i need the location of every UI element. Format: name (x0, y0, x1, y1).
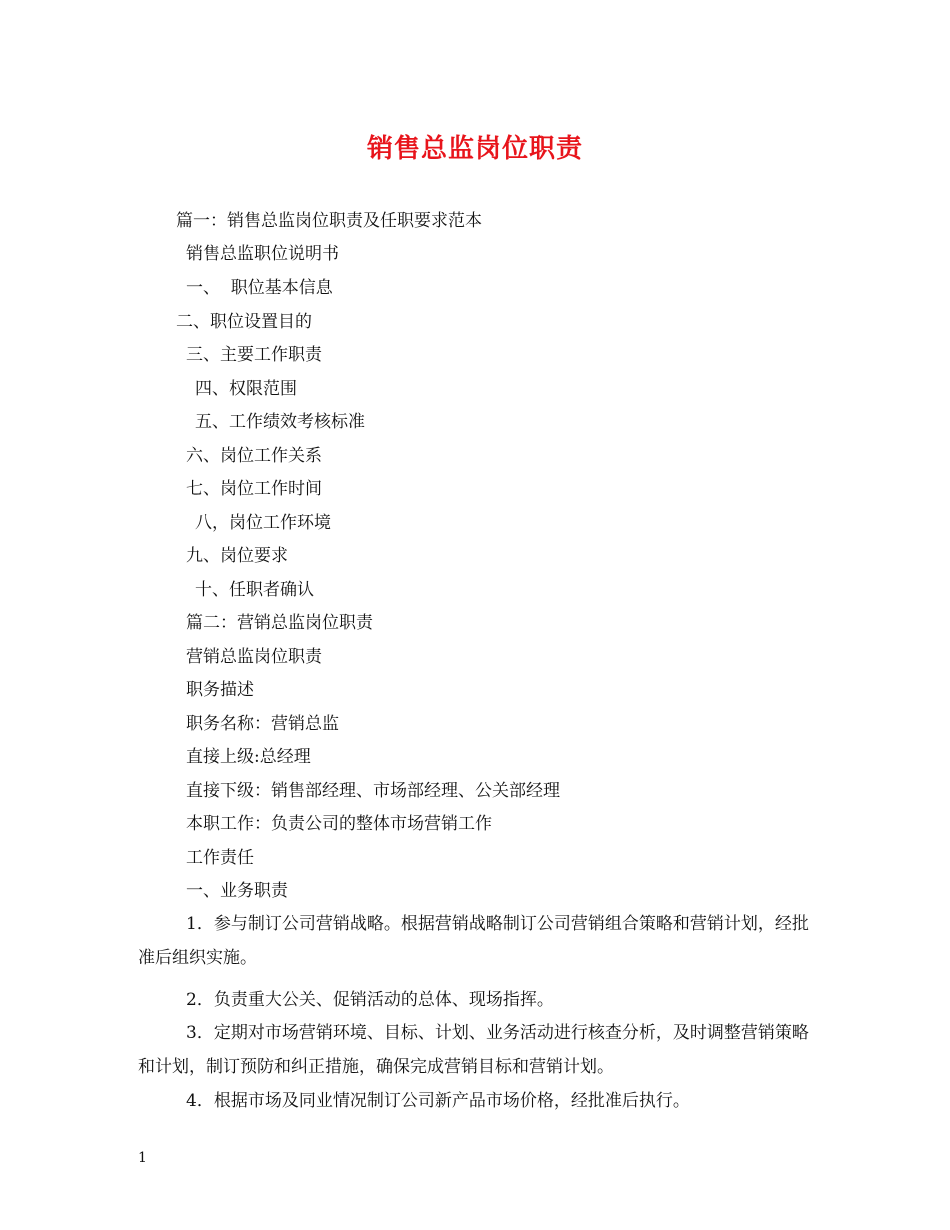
text-line: 篇一：销售总监岗位职责及任职要求范本 (176, 211, 482, 231)
paragraph: 4．根据市场及同业情况制订公司新产品市场价格，经批准后执行。 (186, 1091, 690, 1111)
text-line: 篇二：营销总监岗位职责 (186, 613, 373, 633)
text-line: 十、任职者确认 (195, 580, 314, 600)
text-line: 四、权限范围 (195, 379, 297, 399)
text-line: 二、职位设置目的 (176, 312, 312, 332)
text-line: 八，岗位工作环境 (195, 513, 331, 533)
text-line: 一、 职位基本信息 (186, 278, 333, 298)
text-line: 七、岗位工作时间 (186, 479, 322, 499)
text-line: 职务名称：营销总监 (186, 714, 339, 734)
document-title: 销售总监岗位职责 (366, 134, 583, 164)
text-line: 职务描述 (186, 680, 254, 700)
text-line: 直接下级：销售部经理、市场部经理、公关部经理 (186, 781, 560, 801)
text-line: 直接上级:总经理 (186, 747, 311, 767)
text-line: 销售总监职位说明书 (186, 244, 339, 264)
paragraph: 3．定期对市场营销环境、目标、计划、业务活动进行核查分析，及时调整营销策略和计划，制订预防和纠正措施，确保完成营销目标和营销计划。 (138, 1023, 809, 1077)
text-line: 工作责任 (186, 848, 254, 868)
page-number: 1 (138, 1150, 147, 1166)
text-line: 本职工作：负责公司的整体市场营销工作 (186, 814, 492, 834)
paragraph: 2．负责重大公关、促销活动的总体、现场指挥。 (186, 990, 554, 1010)
text-line: 九、岗位要求 (186, 546, 288, 566)
text-line: 三、主要工作职责 (186, 345, 322, 365)
text-line: 五、工作绩效考核标准 (195, 412, 365, 432)
paragraph: 1．参与制订公司营销战略。根据营销战略制订公司营销组合策略和营销计划，经批准后组织实施。 (138, 914, 809, 968)
text-line: 一、业务职责 (186, 881, 288, 901)
text-line: 营销总监岗位职责 (186, 647, 322, 667)
text-line: 六、岗位工作关系 (186, 446, 322, 466)
